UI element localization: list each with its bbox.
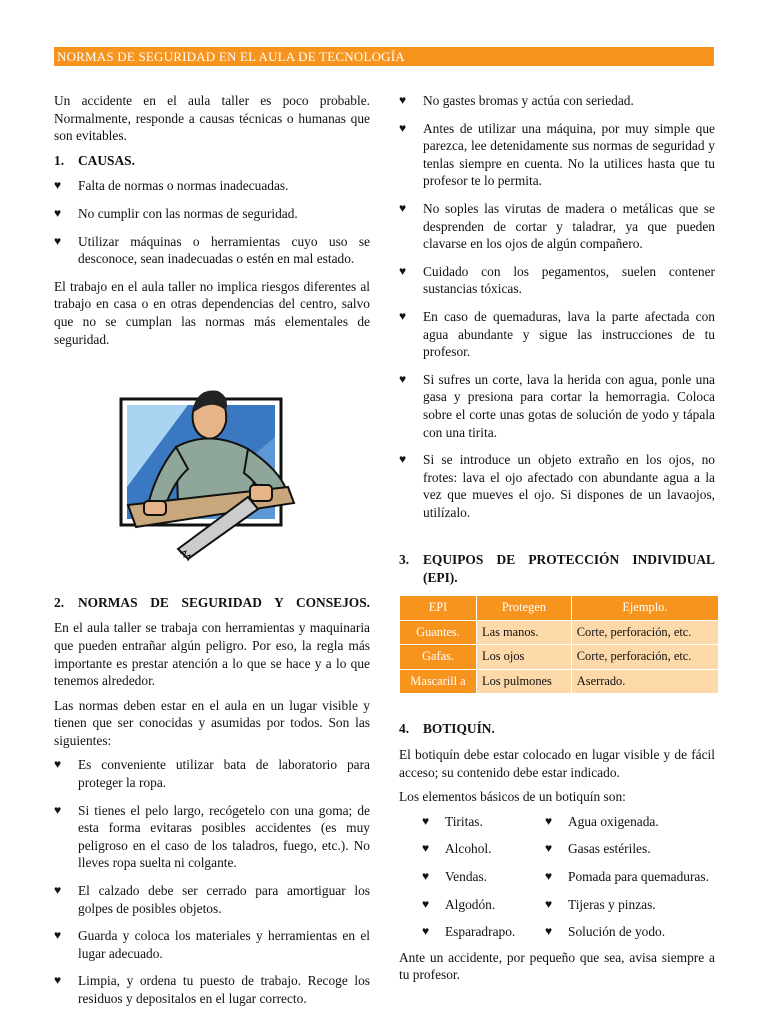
heart-icon: ♥ [545,869,553,883]
section-botiquin-heading [399,720,715,738]
heart-icon: ♥ [422,869,430,883]
heart-icon: ♥ [422,896,430,911]
list-item: ♥ Algodón. [399,896,522,914]
heart-icon: ♥ [399,200,407,215]
heart-icon: ♥ [54,802,62,817]
table-row [400,645,719,670]
section-normas-heading [54,594,370,612]
list-item: ♥ Cuidado con los pegamentos, suelen contener sustancias tóxicas. [399,263,715,297]
list-item: ♥ No soples las virutas de madera o metálicas que se desprenden de cortar y taladrar, ya que pueden clavarse en los ojos de algún compañero. [399,200,715,252]
list-item: ♥ Alcohol. [399,840,522,858]
section-title: BOTIQUÍN. [423,721,495,737]
section-epi-heading [399,551,715,586]
heart-icon: ♥ [54,178,62,193]
column-header: Protegen [477,595,572,620]
intro-paragraph: Un accidente en el aula taller es poco probable. Normalmente, responde a causas técnicas o humanas que son evitables. [54,93,370,144]
botiquin-paragraph-2: Los elementos básicos de un botiquín son: [399,789,626,805]
heart-icon: ♥ [54,233,62,248]
heart-icon: ♥ [399,452,407,467]
epi-table [399,595,719,695]
table-row [400,620,719,645]
list-item: ♥ Si se introduce un objeto extraño en los ojos, no frotes: lava el ojo afectado con abundante agua a la vez que mueves el ojo. Si dispones de un lavaojos, utilízalo. [399,452,715,520]
list-item: ♥ Solución de yodo. [522,923,715,941]
list-item: ♥ Pomada para quemaduras. [522,868,715,886]
heart-icon: ♥ [399,93,407,107]
table-cell: Mascarill a [400,669,477,694]
heart-icon: ♥ [54,973,62,988]
heart-icon: ♥ [545,813,553,828]
table-cell: Corte, perforación, etc. [571,620,718,645]
section-causas-heading [54,152,370,170]
right-column [399,92,715,991]
section-number: 3. [399,552,410,568]
heart-icon: ♥ [399,371,407,386]
section-title: CAUSAS. [78,152,135,168]
heart-icon: ♥ [545,924,553,939]
list-item: ♥ Tijeras y pinzas. [522,896,715,914]
page-title: NORMAS DE SEGURIDAD EN EL AULA DE TECNOLOGÍA [54,47,714,66]
normas-list-right [399,92,715,521]
heart-icon: ♥ [422,813,430,828]
list-item: ♥ Si sufres un corte, lava la herida con agua, ponle una gasa y presiona para cortar la hemorragia. Coloca sobre el corte unas gotas de solución de yodo y tápala con una tirita. [399,371,715,440]
list-item: ♥ Antes de utilizar una máquina, por muy simple que parezca, lee detenidamente sus normas de seguridad y tenlas siempre en cuenta. No la utilices hasta que tu profesor te lo permita. [399,120,715,189]
table-cell: Los ojos [477,645,572,670]
normas-paragraph-2: Las normas deben estar en el aula en un lugar visible y tienen que ser conocidas y asumidas por todos. Son las siguientes: [54,697,370,748]
list-item: ♥ No cumplir con las normas de seguridad. [54,205,298,221]
botiquin-paragraph-1: El botiquín debe estar colocado en lugar visible y de fácil acceso; su contenido debe estar indicado. [399,747,715,780]
section-number: 4. [399,721,410,737]
column-header: Ejemplo. [571,595,718,620]
normas-paragraph-1: En el aula taller se trabaja con herramientas y maquinaria que pueden entrañar algún peligro. Por eso, la regla más importante es prestar atención a lo que se hace y a lo que tenemos alrededor. [54,620,370,689]
column-header: EPI [400,595,477,620]
botiquin-list [399,813,715,941]
causas-list [54,177,370,267]
section-number: 1. [54,152,65,168]
list-item: ♥ Vendas. [399,868,522,886]
heart-icon: ♥ [54,883,62,898]
list-item: ♥ Guarda y coloca los materiales y herramientas en el lugar adecuado. [54,928,370,961]
section-number: 2. [54,594,65,610]
list-item: ♥ Falta de normas o normas inadecuadas. [54,178,289,194]
list-item: ♥ Agua oxigenada. [522,813,715,831]
heart-icon: ♥ [422,924,430,939]
normas-list-left [54,756,370,1007]
table-cell: Gafas. [400,645,477,670]
table-cell: Guantes. [400,620,477,645]
list-item: ♥ No gastes bromas y actúa con seriedad. [399,93,634,108]
list-item: ♥ En caso de quemaduras, lava la parte afectada con agua abundante y sigue las instrucciones de tu profesor. [399,308,715,360]
heart-icon: ♥ [54,928,62,943]
causas-paragraph: El trabajo en el aula taller no implica riesgos diferentes al trabajo en casa o en otras dependencias del centro, salvo que no se cumplan las normas más elementales de seguridad. [54,278,370,347]
list-item: ♥ Es conveniente utilizar bata de laboratorio para proteger la ropa. [54,757,370,791]
section-title: EQUIPOS DE PROTECCIÓN INDIVIDUAL (EPI). [423,552,715,586]
section-title: NORMAS DE SEGURIDAD Y CONSEJOS. [78,594,370,610]
table-cell: Aserrado. [571,669,718,694]
list-item: ♥ Limpia, y ordena tu puesto de trabajo. Recoge los residuos y depositalos en el lugar correcto. [54,973,370,1006]
heart-icon: ♥ [545,841,553,856]
list-item: ♥ Utilizar máquinas o herramientas cuyo uso se desconoce, sean inadecuadas o estén en mal estado. [54,233,370,267]
heart-icon: ♥ [399,308,407,323]
heart-icon: ♥ [422,841,430,856]
table-cell: Los pulmones [477,669,572,694]
botiquin-paragraph-3: Ante un accidente, por pequeño que sea, avisa siempre a tu profesor. [399,949,715,983]
table-row [400,669,719,694]
left-column [54,92,370,1018]
worker-sawing-illustration [118,377,298,563]
list-item: ♥ Si tienes el pelo largo, recógetelo con una goma; de esta forma evitaras posibles accidentes (es muy peligroso en el caso de los taladros, fuego, etc.). No lleves ropa suelta ni colgante. [54,802,370,871]
heart-icon: ♥ [399,263,407,278]
list-item: ♥ Gasas estériles. [522,840,715,858]
heart-icon: ♥ [399,120,407,135]
heart-icon: ♥ [545,896,553,911]
list-item: ♥ El calzado debe ser cerrado para amortiguar los golpes de posibles objetos. [54,883,370,916]
table-cell: Las manos. [477,620,572,645]
list-item: ♥ Tiritas. [399,813,522,831]
heart-icon: ♥ [54,205,62,220]
heart-icon: ♥ [54,757,62,772]
table-cell: Corte, perforación, etc. [571,645,718,670]
table-header-row [400,595,719,620]
list-item: ♥ Esparadrapo. [399,923,522,941]
